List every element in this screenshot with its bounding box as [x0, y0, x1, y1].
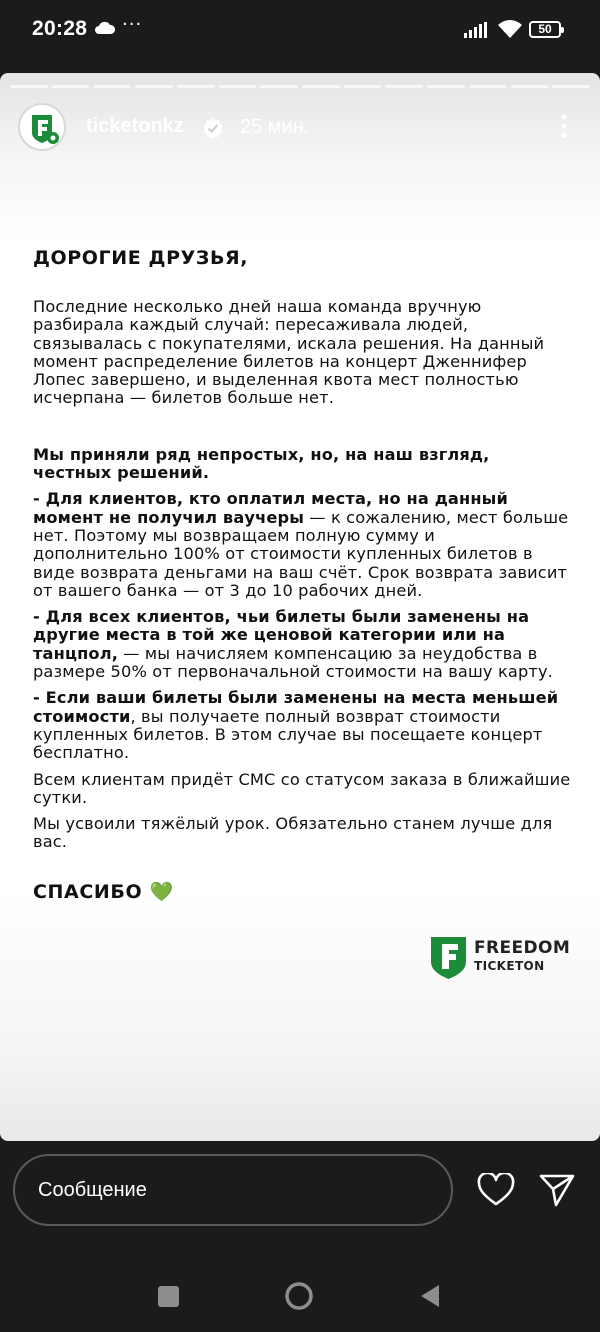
list-item-text: — мы начисляем компенсацию за неудобства в размере 50% от первоначальной стоимости на вашу карту.	[33, 643, 553, 682]
logo-text-ticketon: TICKETON	[474, 959, 545, 973]
bottom-bar	[0, 1141, 600, 1332]
story-progress-segment	[93, 85, 131, 88]
ticketon-logo-icon	[20, 105, 64, 149]
status-time: 20:28	[32, 17, 88, 40]
send-icon[interactable]	[538, 1172, 576, 1208]
story-progress-segment	[260, 85, 298, 88]
logo-text-freedom: FREEDOM	[474, 938, 571, 958]
freedom-ticketon-logo	[430, 936, 570, 980]
signal-icon	[464, 22, 490, 38]
story-progress-segment	[552, 85, 590, 88]
list-item	[33, 490, 573, 600]
more-notifications-icon: ···	[122, 14, 143, 35]
recent-apps-button[interactable]	[158, 1286, 179, 1307]
story-card[interactable]	[0, 73, 600, 1141]
list-item	[33, 689, 573, 762]
battery-icon: 50	[529, 21, 561, 38]
cloud-icon	[94, 21, 116, 35]
story-progress-bar	[10, 85, 590, 88]
wifi-icon	[497, 20, 523, 40]
status-bar	[0, 0, 600, 58]
paragraph: Мы усвоили тяжёлый урок. Обязательно станем лучше для вас.	[33, 814, 553, 852]
story-progress-segment	[219, 85, 257, 88]
message-input[interactable]: Сообщение	[13, 1154, 453, 1226]
story-progress-segment	[344, 85, 382, 88]
story-progress-segment	[177, 85, 215, 88]
story-progress-segment	[52, 85, 90, 88]
back-button[interactable]	[419, 1284, 441, 1308]
green-heart-emoji: 💚	[149, 880, 174, 903]
list-item	[33, 608, 573, 681]
story-content	[33, 246, 573, 904]
story-progress-segment	[302, 85, 340, 88]
story-progress-segment	[10, 85, 48, 88]
thanks-heading	[33, 880, 573, 904]
verified-badge-icon	[202, 117, 224, 139]
paragraph: Мы приняли ряд непростых, но, на наш взгляд, честных решений.	[33, 444, 490, 483]
list-item-text: — к сожалению, мест больше нет. Поэтому мы возвращаем полную сумму и дополнительно 100% от стоимости купленных билетов в виде возврата деньгами на ваш счёт. Срок возврата зависит от вашего банка — от 3 до 10 рабочих дней.	[33, 507, 569, 600]
story-progress-segment	[427, 85, 465, 88]
avatar[interactable]	[18, 103, 66, 151]
list-item-text: , вы получаете полный возврат стоимости купленных билетов. В этом случае вы посещаете концерт бесплатно.	[33, 706, 543, 763]
story-progress-segment	[511, 85, 549, 88]
thanks-text: СПАСИБО	[33, 880, 143, 903]
account-name[interactable]: ticketonkz	[86, 115, 184, 137]
post-time: 25 мин.	[240, 116, 310, 138]
story-heading: ДОРОГИЕ ДРУЗЬЯ,	[33, 247, 249, 269]
freedom-shield-icon	[430, 936, 468, 980]
paragraph: Всем клиентам придёт СМС со статусом заказа в ближайшие сутки.	[33, 769, 571, 807]
heart-icon[interactable]	[477, 1173, 515, 1207]
list-item-bold: - Для клиентов, кто оплатил места, но на данный момент не получил ваучеры	[33, 489, 508, 527]
story-progress-segment	[469, 85, 507, 88]
story-progress-segment	[135, 85, 173, 88]
home-button[interactable]	[284, 1281, 314, 1311]
list-item-bold: - Для всех клиентов, чьи билеты были заменены на другие места в той же ценовой категории или на танцпол,	[33, 607, 530, 663]
list-item-bold: - Если ваши билеты были заменены на места меньшей стоимости	[33, 688, 559, 726]
story-progress-segment	[385, 85, 423, 88]
paragraph: Последние несколько дней наша команда вручную разбирала каждый случай: пересаживала людей, связывалась с покупателями, искала решения. На данный момент распределение билетов на концерт Дженнифер Лопес завершено, и выделенная квота мест полностью исчерпана — билетов больше нет.	[33, 297, 545, 408]
more-options-icon[interactable]	[558, 113, 570, 141]
